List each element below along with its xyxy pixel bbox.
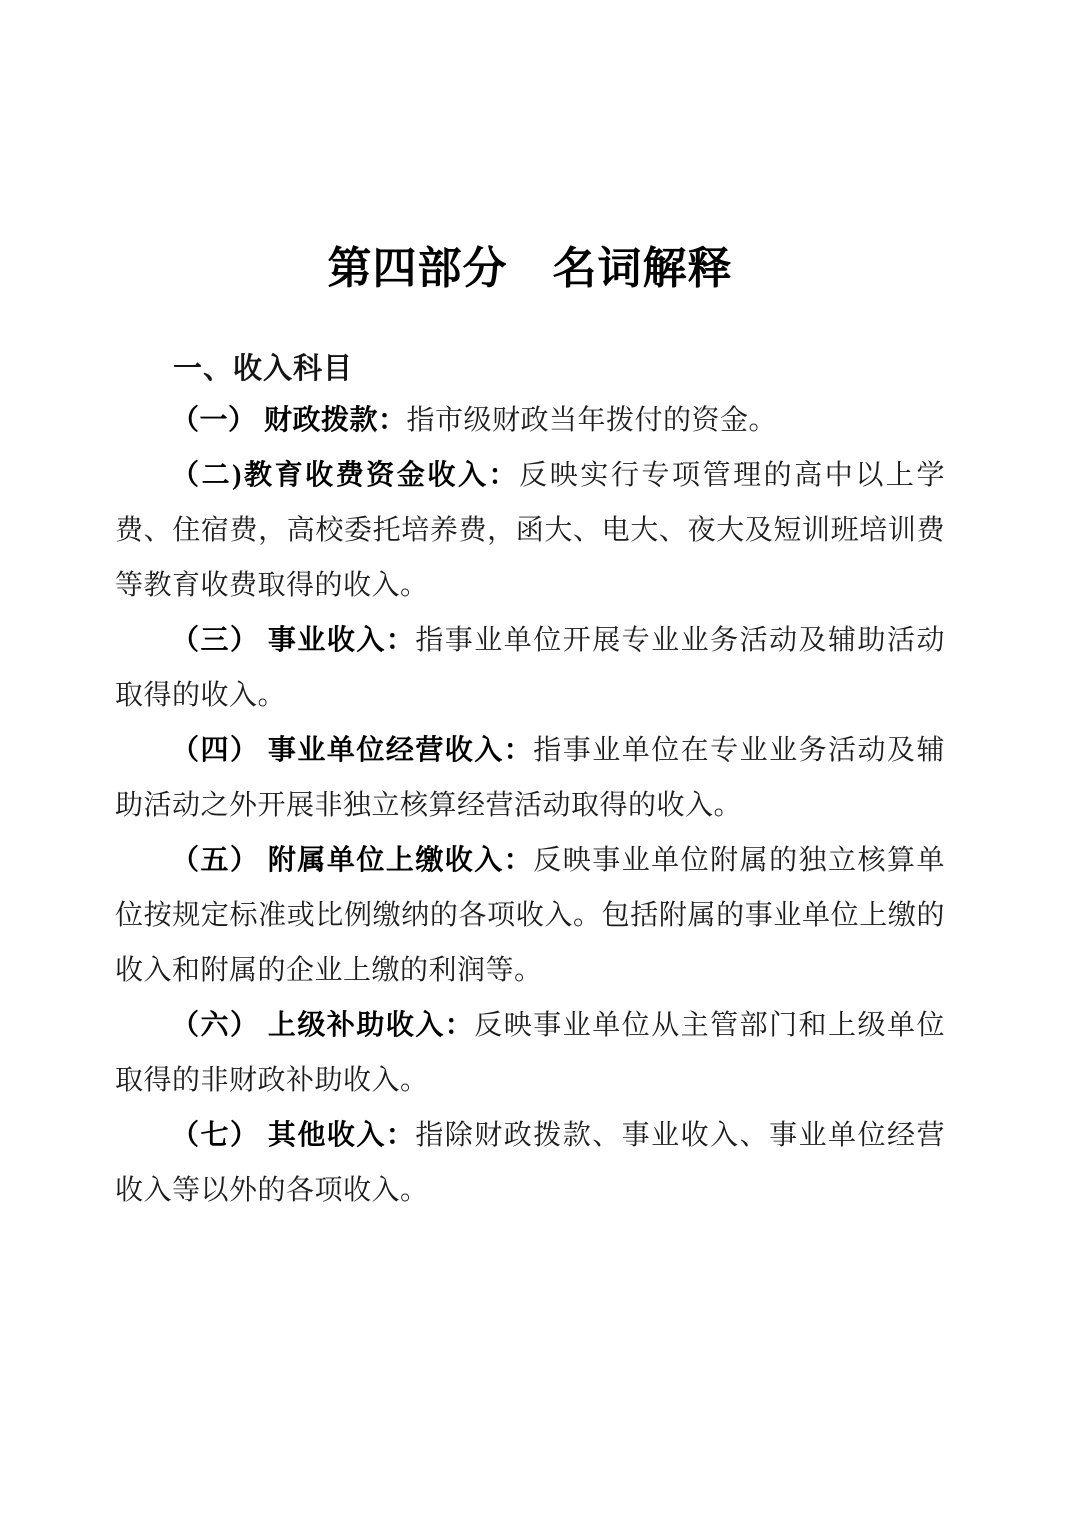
definition-paragraph-3 [115,613,945,723]
definition-paragraph-4 [115,723,945,833]
definition-paragraph-1 [115,393,945,448]
document-title: 第四部分 名词解释 [327,244,733,293]
term-definition: 指市级财政当年拨付的资金。 [406,405,778,436]
term-definition: 反映实行专项管理的高中以上学费、住宿费，高校委托培养费，函大、电大、夜大及短训班培训费等教育收费取得的收入。 [115,460,945,601]
section-heading-income-categories: 一、收入科目 [173,353,354,385]
definition-paragraph-6 [115,998,945,1108]
term-definition: 反映事业单位附属的独立核算单位按规定标准或比例缴纳的各项收入。包括附属的事业单位上缴的收入和附属的企业上缴的利润等。 [115,845,945,986]
term-label: （二)教育收费资金收入： [171,460,520,491]
term-definition: 指事业单位在专业业务活动及辅助活动之外开展非独立核算经营活动取得的收入。 [115,735,945,821]
definition-paragraph-2 [115,448,945,613]
term-label: （一） 财政拨款： [171,405,407,436]
term-definition: 指事业单位开展专业业务活动及辅助活动取得的收入。 [115,625,945,711]
term-definition: 反映事业单位从主管部门和上级单位取得的非财政补助收入。 [115,1010,945,1096]
term-label: （七） 其他收入： [171,1120,416,1151]
definition-paragraph-5 [115,833,945,998]
term-label: （三） 事业收入： [171,625,416,656]
term-label: （六） 上级补助收入： [171,1010,475,1041]
definition-paragraph-7 [115,1108,945,1218]
term-definition: 指除财政拨款、事业收入、事业单位经营收入等以外的各项收入。 [115,1120,945,1206]
term-label: （四） 事业单位经营收入： [171,735,534,766]
term-label: （五） 附属单位上缴收入： [171,845,534,876]
